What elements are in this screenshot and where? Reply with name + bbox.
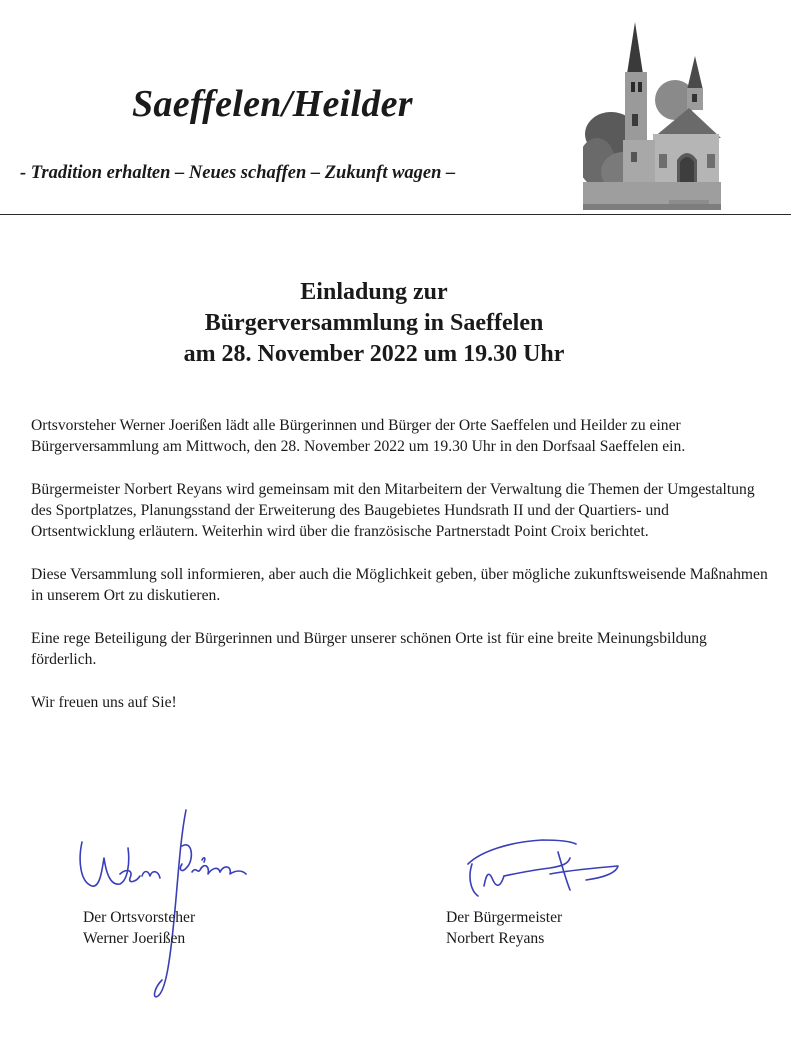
body-paragraph-1: Ortsvorsteher Werner Joerißen lädt alle Bürgerinnen und Bürger der Orte Saeffelen und Heilder zu einer Bürgerversammlung am Mittwoch, den 28. November 2022 um 19.30 Uhr in den Dorfsaal Saeffelen ein. (31, 417, 686, 455)
invitation-heading (0, 277, 748, 370)
body-paragraph-2: Bürgermeister Norbert Reyans wird gemeinsam mit den Mitarbeitern der Verwaltung die Themen der Umgestaltung des Sportplatzes, Planungsstand der Erweiterung des Baugebietes Hundsrath II und der Quartiers- und Ortsentwicklung erläutern. Weiterhin wird über die französische Partnerstadt Point Croix berichtet. (31, 481, 755, 540)
signatory-role-right: Der Bürgermeister (446, 909, 563, 926)
church-icon (583, 22, 721, 210)
closing-line: Wir freuen uns auf Sie! (31, 694, 177, 711)
letterhead-motto: - Tradition erhalten – Neues schaffen – Zukunft wagen – (20, 163, 456, 183)
body-paragraph-4: Eine rege Beteiligung der Bürgerinnen und Bürger unserer schönen Orte ist für eine breite Meinungsbildung förderlich. (31, 630, 707, 668)
signatory-name-right: Norbert Reyans (446, 930, 545, 947)
ortsvorsteher-signature (70, 800, 250, 1010)
signature-block-right (446, 907, 562, 949)
signatory-name-left: Werner Joerißen (83, 930, 186, 947)
header-divider (0, 214, 791, 215)
letterhead-title: Saeffelen/Heilder (132, 83, 413, 125)
heading-line-3: am 28. November 2022 um 19.30 Uhr (183, 341, 565, 367)
signature-block-left (83, 907, 195, 949)
letter-body (31, 415, 771, 735)
buergermeister-signature (450, 830, 630, 910)
heading-line-2: Bürgerversammlung in Saeffelen (204, 310, 544, 336)
body-paragraph-3: Diese Versammlung soll informieren, aber auch die Möglichkeit geben, über mögliche zukunftsweisende Maßnahmen in unserem Ort zu diskutieren. (31, 566, 768, 604)
heading-line-1: Einladung zur (300, 279, 448, 305)
signatory-role-left: Der Ortsvorsteher (83, 909, 196, 926)
